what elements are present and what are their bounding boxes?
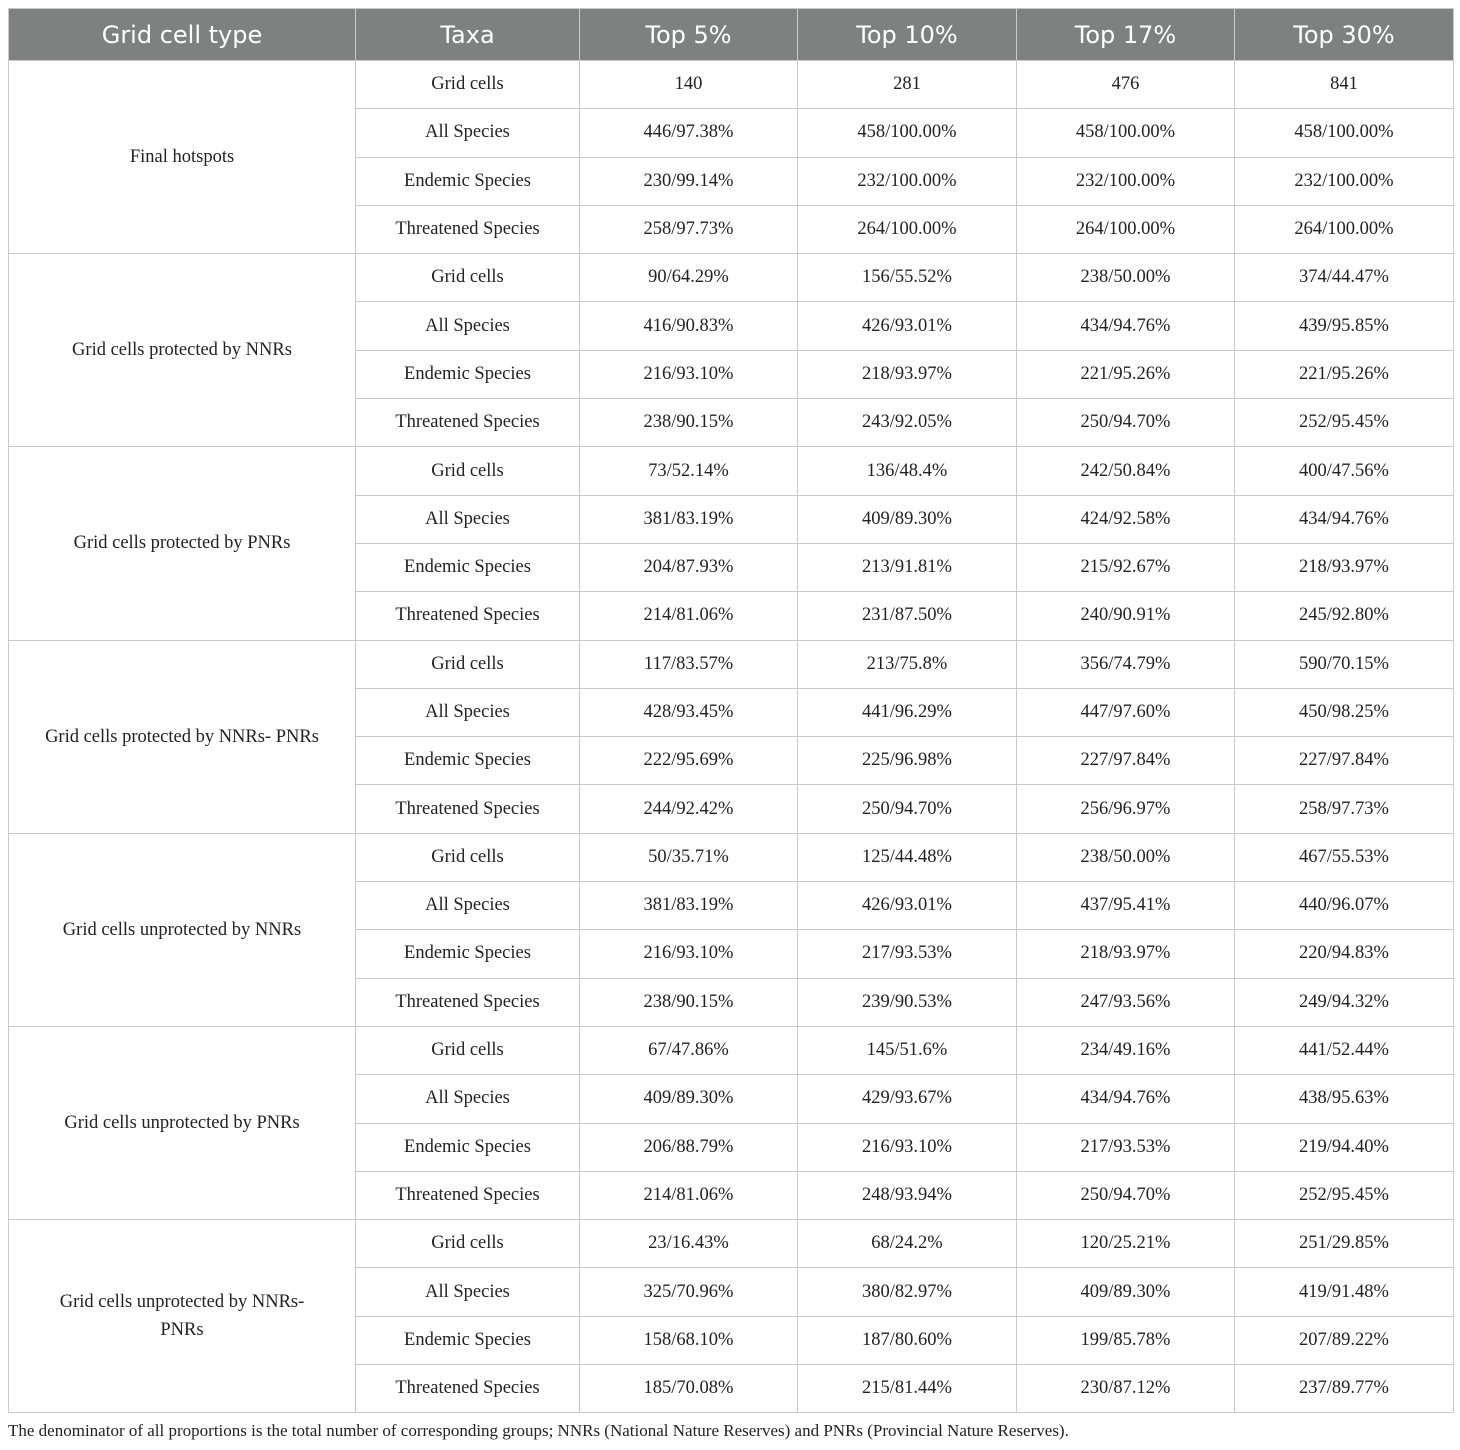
value-cell: 73/52.14% (580, 447, 798, 495)
value-cell: 356/74.79% (1017, 640, 1235, 688)
value-cell: 440/96.07% (1235, 882, 1454, 930)
taxa-cell: All Species (356, 109, 580, 157)
value-cell: 264/100.00% (798, 205, 1017, 253)
taxa-cell: Endemic Species (356, 350, 580, 398)
value-cell: 215/92.67% (1017, 543, 1235, 591)
taxa-cell: Threatened Species (356, 205, 580, 253)
taxa-cell: Grid cells (356, 1026, 580, 1074)
value-cell: 232/100.00% (1235, 157, 1454, 205)
value-cell: 467/55.53% (1235, 833, 1454, 881)
value-cell: 441/52.44% (1235, 1026, 1454, 1074)
value-cell: 217/93.53% (1017, 1123, 1235, 1171)
value-cell: 458/100.00% (798, 109, 1017, 157)
value-cell: 409/89.30% (1017, 1268, 1235, 1316)
taxa-cell: Endemic Species (356, 1123, 580, 1171)
value-cell: 145/51.6% (798, 1026, 1017, 1074)
value-cell: 428/93.45% (580, 688, 798, 736)
value-cell: 225/96.98% (798, 737, 1017, 785)
table-row (9, 833, 1454, 881)
value-cell: 458/100.00% (1235, 109, 1454, 157)
value-cell: 140 (580, 61, 798, 109)
value-cell: 237/89.77% (1235, 1365, 1454, 1413)
table-footnote: The denominator of all proportions is the total number of corresponding groups; NNRs (National Nature Reserves) and PNRs (Provincial Nature Reserves). (8, 1421, 1069, 1440)
value-cell: 240/90.91% (1017, 592, 1235, 640)
taxa-cell: Grid cells (356, 833, 580, 881)
taxa-cell: Threatened Species (356, 978, 580, 1026)
value-cell: 590/70.15% (1235, 640, 1454, 688)
value-cell: 227/97.84% (1017, 737, 1235, 785)
taxa-cell: All Species (356, 1075, 580, 1123)
grid-cell-type-cell: Grid cells protected by NNRs- PNRs (9, 640, 356, 833)
value-cell: 158/68.10% (580, 1316, 798, 1364)
value-cell: 256/96.97% (1017, 785, 1235, 833)
header-top-10: Top 10% (798, 9, 1017, 61)
results-table (8, 8, 1454, 1413)
value-cell: 450/98.25% (1235, 688, 1454, 736)
grid-cell-type-cell: Grid cells unprotected by PNRs (9, 1026, 356, 1219)
grid-cell-type-cell: Final hotspots (9, 61, 356, 254)
grid-cell-type-cell: Grid cells protected by NNRs (9, 254, 356, 447)
value-cell: 419/91.48% (1235, 1268, 1454, 1316)
value-cell: 238/50.00% (1017, 833, 1235, 881)
table-row (9, 61, 1454, 109)
value-cell: 381/83.19% (580, 882, 798, 930)
value-cell: 429/93.67% (798, 1075, 1017, 1123)
taxa-cell: Threatened Species (356, 1171, 580, 1219)
value-cell: 409/89.30% (580, 1075, 798, 1123)
value-cell: 426/93.01% (798, 302, 1017, 350)
value-cell: 214/81.06% (580, 1171, 798, 1219)
taxa-cell: Endemic Species (356, 930, 580, 978)
taxa-cell: Threatened Species (356, 1365, 580, 1413)
taxa-cell: Grid cells (356, 1220, 580, 1268)
value-cell: 232/100.00% (798, 157, 1017, 205)
taxa-cell: Endemic Species (356, 543, 580, 591)
value-cell: 447/97.60% (1017, 688, 1235, 736)
value-cell: 243/92.05% (798, 399, 1017, 447)
value-cell: 216/93.10% (580, 350, 798, 398)
header-grid-cell-type: Grid cell type (9, 9, 356, 61)
value-cell: 230/87.12% (1017, 1365, 1235, 1413)
value-cell: 187/80.60% (798, 1316, 1017, 1364)
value-cell: 250/94.70% (1017, 399, 1235, 447)
value-cell: 439/95.85% (1235, 302, 1454, 350)
value-cell: 245/92.80% (1235, 592, 1454, 640)
value-cell: 409/89.30% (798, 495, 1017, 543)
taxa-cell: Endemic Species (356, 737, 580, 785)
value-cell: 221/95.26% (1017, 350, 1235, 398)
header-top-30: Top 30% (1235, 9, 1454, 61)
value-cell: 242/50.84% (1017, 447, 1235, 495)
value-cell: 441/96.29% (798, 688, 1017, 736)
value-cell: 247/93.56% (1017, 978, 1235, 1026)
value-cell: 438/95.63% (1235, 1075, 1454, 1123)
value-cell: 216/93.10% (798, 1123, 1017, 1171)
value-cell: 67/47.86% (580, 1026, 798, 1074)
value-cell: 281 (798, 61, 1017, 109)
value-cell: 251/29.85% (1235, 1220, 1454, 1268)
header-top-5: Top 5% (580, 9, 798, 61)
value-cell: 68/24.2% (798, 1220, 1017, 1268)
value-cell: 239/90.53% (798, 978, 1017, 1026)
value-cell: 125/44.48% (798, 833, 1017, 881)
value-cell: 252/95.45% (1235, 1171, 1454, 1219)
value-cell: 204/87.93% (580, 543, 798, 591)
value-cell: 446/97.38% (580, 109, 798, 157)
value-cell: 216/93.10% (580, 930, 798, 978)
grid-cell-type-cell: Grid cells unprotected by NNRs (9, 833, 356, 1026)
header-top-17: Top 17% (1017, 9, 1235, 61)
taxa-cell: Grid cells (356, 640, 580, 688)
value-cell: 220/94.83% (1235, 930, 1454, 978)
value-cell: 244/92.42% (580, 785, 798, 833)
grid-cell-type-cell: Grid cells unprotected by NNRs- PNRs (9, 1220, 356, 1413)
value-cell: 325/70.96% (580, 1268, 798, 1316)
value-cell: 250/94.70% (798, 785, 1017, 833)
taxa-cell: All Species (356, 882, 580, 930)
taxa-cell: Grid cells (356, 254, 580, 302)
value-cell: 249/94.32% (1235, 978, 1454, 1026)
value-cell: 434/94.76% (1235, 495, 1454, 543)
header-taxa: Taxa (356, 9, 580, 61)
value-cell: 424/92.58% (1017, 495, 1235, 543)
value-cell: 219/94.40% (1235, 1123, 1454, 1171)
header-row (9, 9, 1454, 61)
table-row (9, 1026, 1454, 1074)
value-cell: 264/100.00% (1235, 205, 1454, 253)
value-cell: 185/70.08% (580, 1365, 798, 1413)
taxa-cell: Threatened Species (356, 399, 580, 447)
value-cell: 434/94.76% (1017, 302, 1235, 350)
value-cell: 374/44.47% (1235, 254, 1454, 302)
value-cell: 156/55.52% (798, 254, 1017, 302)
value-cell: 120/25.21% (1017, 1220, 1235, 1268)
value-cell: 50/35.71% (580, 833, 798, 881)
value-cell: 218/93.97% (1017, 930, 1235, 978)
value-cell: 380/82.97% (798, 1268, 1017, 1316)
value-cell: 426/93.01% (798, 882, 1017, 930)
value-cell: 248/93.94% (798, 1171, 1017, 1219)
value-cell: 238/90.15% (580, 978, 798, 1026)
value-cell: 217/93.53% (798, 930, 1017, 978)
value-cell: 222/95.69% (580, 737, 798, 785)
value-cell: 381/83.19% (580, 495, 798, 543)
value-cell: 23/16.43% (580, 1220, 798, 1268)
taxa-cell: All Species (356, 1268, 580, 1316)
value-cell: 218/93.97% (798, 350, 1017, 398)
value-cell: 207/89.22% (1235, 1316, 1454, 1364)
taxa-cell: Threatened Species (356, 592, 580, 640)
table-row (9, 447, 1454, 495)
value-cell: 117/83.57% (580, 640, 798, 688)
value-cell: 234/49.16% (1017, 1026, 1235, 1074)
taxa-cell: Threatened Species (356, 785, 580, 833)
value-cell: 434/94.76% (1017, 1075, 1235, 1123)
value-cell: 258/97.73% (580, 205, 798, 253)
value-cell: 230/99.14% (580, 157, 798, 205)
value-cell: 136/48.4% (798, 447, 1017, 495)
value-cell: 416/90.83% (580, 302, 798, 350)
value-cell: 213/91.81% (798, 543, 1017, 591)
value-cell: 231/87.50% (798, 592, 1017, 640)
value-cell: 476 (1017, 61, 1235, 109)
value-cell: 841 (1235, 61, 1454, 109)
value-cell: 238/50.00% (1017, 254, 1235, 302)
value-cell: 199/85.78% (1017, 1316, 1235, 1364)
taxa-cell: All Species (356, 495, 580, 543)
value-cell: 218/93.97% (1235, 543, 1454, 591)
value-cell: 437/95.41% (1017, 882, 1235, 930)
value-cell: 232/100.00% (1017, 157, 1235, 205)
value-cell: 258/97.73% (1235, 785, 1454, 833)
value-cell: 400/47.56% (1235, 447, 1454, 495)
taxa-cell: Endemic Species (356, 1316, 580, 1364)
table-row (9, 640, 1454, 688)
taxa-cell: Grid cells (356, 447, 580, 495)
taxa-cell: All Species (356, 302, 580, 350)
value-cell: 90/64.29% (580, 254, 798, 302)
value-cell: 238/90.15% (580, 399, 798, 447)
value-cell: 221/95.26% (1235, 350, 1454, 398)
value-cell: 264/100.00% (1017, 205, 1235, 253)
value-cell: 206/88.79% (580, 1123, 798, 1171)
table-row (9, 254, 1454, 302)
taxa-cell: Endemic Species (356, 157, 580, 205)
value-cell: 227/97.84% (1235, 737, 1454, 785)
taxa-cell: All Species (356, 688, 580, 736)
value-cell: 215/81.44% (798, 1365, 1017, 1413)
value-cell: 252/95.45% (1235, 399, 1454, 447)
value-cell: 214/81.06% (580, 592, 798, 640)
grid-cell-type-cell: Grid cells protected by PNRs (9, 447, 356, 640)
taxa-cell: Grid cells (356, 61, 580, 109)
value-cell: 458/100.00% (1017, 109, 1235, 157)
value-cell: 250/94.70% (1017, 1171, 1235, 1219)
value-cell: 213/75.8% (798, 640, 1017, 688)
table-row (9, 1220, 1454, 1268)
